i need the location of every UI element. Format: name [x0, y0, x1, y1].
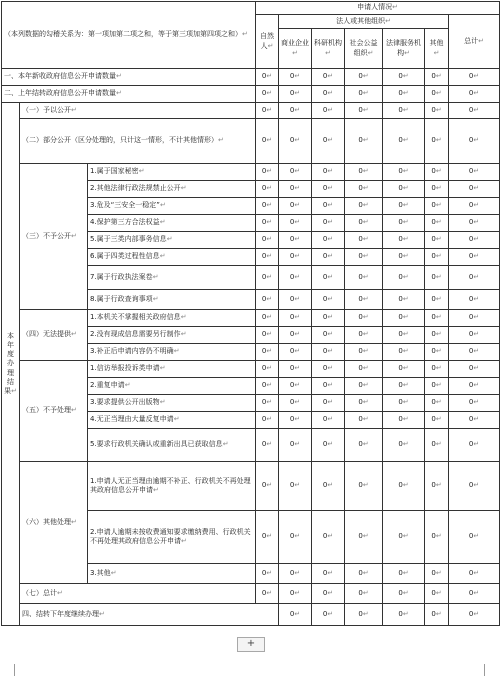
value-cell[interactable]: 0↵ [256, 119, 279, 164]
value-cell[interactable]: 0↵ [449, 266, 500, 290]
row-label-item: 1.信访举报投诉类申请↵ [88, 361, 256, 378]
value-cell[interactable]: 0↵ [279, 266, 312, 290]
value-cell[interactable]: 0↵ [312, 119, 345, 164]
total-header: 总计↵ [449, 15, 500, 69]
value-cell[interactable]: 0↵ [279, 310, 312, 327]
value-cell[interactable]: 0↵ [345, 361, 383, 378]
value-cell[interactable]: 0↵ [425, 310, 449, 327]
row-label-item: 2.其他法律行政法规禁止公开↵ [88, 181, 256, 198]
value-cell[interactable]: 0↵ [279, 395, 312, 412]
legal-group-header: 法人或其他组织↵ [279, 15, 449, 29]
value-cell[interactable]: 0↵ [425, 215, 449, 232]
value-cell[interactable]: 0↵ [345, 429, 383, 462]
value-cell[interactable]: 0↵ [345, 344, 383, 361]
value-cell[interactable]: 0↵ [345, 164, 383, 181]
value-cell[interactable]: 0↵ [256, 266, 279, 290]
row-label-item: 5.要求行政机关确认或重新出具已获取信息↵ [88, 429, 256, 462]
header-note-cell: （本列数据的勾稽关系为：第一项加第二项之和，等于第三项加第四项之和）↵ [2, 2, 256, 69]
value-cell[interactable]: 0↵ [449, 395, 500, 412]
row-group-results: 本年度办理结果↵ [2, 103, 20, 626]
value-cell[interactable]: 0↵ [312, 103, 345, 119]
value-cell[interactable]: 0↵ [383, 361, 425, 378]
value-cell[interactable]: 0↵ [345, 103, 383, 119]
value-cell[interactable]: 0↵ [449, 198, 500, 215]
value-cell[interactable]: 0↵ [345, 266, 383, 290]
value-cell[interactable]: 0↵ [279, 344, 312, 361]
col-header-public-welfare: 社会公益组织↵ [345, 29, 383, 69]
row-label-item: 1.属于国家秘密↵ [88, 164, 256, 181]
value-cell[interactable]: 0↵ [312, 290, 345, 310]
value-cell[interactable]: 0↵ [312, 69, 345, 86]
value-cell[interactable]: 0↵ [383, 395, 425, 412]
value-cell[interactable]: 0↵ [345, 604, 383, 626]
col-header-legal-services: 法律服务机构↵ [383, 29, 425, 69]
row-label-item: 4.无正当理由大量反复申请↵ [88, 412, 256, 429]
applicant-group-header: 申请人情况↵ [256, 2, 500, 15]
value-cell[interactable]: 0↵ [425, 164, 449, 181]
value-cell[interactable]: 0↵ [425, 429, 449, 462]
value-cell[interactable]: 0↵ [279, 290, 312, 310]
row-label-item: 3.补正后申请内容仍不明确↵ [88, 344, 256, 361]
row-label-item: 2.申请人逾期未按收费通知要求缴纳费用、行政机关不再处理其政府信息公开申请↵ [88, 511, 256, 564]
value-cell[interactable]: 0↵ [312, 564, 345, 584]
row-label-disclosed: （一）予以公开↵ [20, 103, 256, 119]
value-cell[interactable]: 0↵ [383, 429, 425, 462]
value-cell[interactable]: 0↵ [425, 232, 449, 249]
value-cell[interactable]: 0↵ [345, 511, 383, 564]
add-row-button[interactable]: + [237, 637, 265, 652]
value-cell[interactable]: 0↵ [312, 395, 345, 412]
value-cell[interactable]: 0↵ [383, 86, 425, 103]
value-cell[interactable]: 0↵ [425, 266, 449, 290]
value-cell[interactable]: 0↵ [256, 232, 279, 249]
value-cell[interactable]: 0↵ [312, 198, 345, 215]
value-cell[interactable]: 0↵ [279, 198, 312, 215]
row-label-item: 5.属于三类内部事务信息↵ [88, 232, 256, 249]
value-cell[interactable]: 0↵ [345, 290, 383, 310]
value-cell[interactable]: 0↵ [383, 290, 425, 310]
value-cell[interactable]: 0↵ [345, 412, 383, 429]
value-cell[interactable]: 0↵ [449, 215, 500, 232]
value-cell[interactable]: 0↵ [383, 198, 425, 215]
value-cell[interactable]: 0↵ [425, 69, 449, 86]
value-cell[interactable]: 0↵ [425, 412, 449, 429]
value-cell[interactable]: 0↵ [383, 412, 425, 429]
value-cell[interactable]: 0↵ [383, 215, 425, 232]
value-cell[interactable]: 0↵ [256, 69, 279, 86]
value-cell[interactable]: 0↵ [449, 584, 500, 604]
row-label-partial: （二）部分公开（区分处理的，只计这一情形，不计其他情形）↵ [20, 119, 256, 164]
value-cell[interactable]: 0↵ [383, 164, 425, 181]
value-cell[interactable]: 0↵ [449, 412, 500, 429]
value-cell[interactable]: 0↵ [312, 361, 345, 378]
value-cell[interactable]: 0↵ [425, 290, 449, 310]
value-cell[interactable]: 0↵ [256, 511, 279, 564]
row-label-carry-forward: 四、结转下年度继续办理↵ [20, 604, 279, 626]
row-label-carried-over: 二、上年结转政府信息公开申请数量↵ [2, 86, 256, 103]
value-cell[interactable]: 0↵ [425, 378, 449, 395]
value-cell[interactable]: 0↵ [425, 86, 449, 103]
value-cell[interactable]: 0↵ [383, 327, 425, 344]
value-cell[interactable]: 0↵ [312, 86, 345, 103]
value-cell[interactable]: 0↵ [345, 249, 383, 266]
value-cell[interactable]: 0↵ [383, 511, 425, 564]
value-cell[interactable]: 0↵ [256, 215, 279, 232]
value-cell[interactable]: 0↵ [449, 327, 500, 344]
value-cell[interactable]: 0↵ [256, 429, 279, 462]
value-cell[interactable]: 0↵ [312, 215, 345, 232]
value-cell[interactable]: 0↵ [312, 429, 345, 462]
value-cell[interactable]: 0↵ [256, 395, 279, 412]
value-cell[interactable]: 0↵ [345, 462, 383, 511]
value-cell[interactable]: 0↵ [312, 164, 345, 181]
value-cell[interactable]: 0↵ [256, 249, 279, 266]
row-label-new-requests: 一、本年新收政府信息公开申请数量↵ [2, 69, 256, 86]
value-cell[interactable]: 0↵ [449, 344, 500, 361]
value-cell[interactable]: 0↵ [383, 344, 425, 361]
header-note: （本列数据的勾稽关系为：第一项加第二项之和，等于第三项加第四项之和） [4, 30, 242, 39]
col-header-other: 其他↵ [425, 29, 449, 69]
value-cell[interactable]: 0↵ [312, 249, 345, 266]
value-cell[interactable]: 0↵ [345, 310, 383, 327]
value-cell[interactable]: 0↵ [449, 181, 500, 198]
value-cell[interactable]: 0↵ [383, 378, 425, 395]
value-cell[interactable]: 0↵ [449, 310, 500, 327]
value-cell[interactable]: 0↵ [345, 181, 383, 198]
value-cell[interactable]: 0↵ [383, 462, 425, 511]
value-cell[interactable]: 0↵ [256, 103, 279, 119]
value-cell[interactable]: 0↵ [279, 103, 312, 119]
value-cell[interactable]: 0↵ [256, 564, 279, 584]
value-cell[interactable]: 0↵ [449, 249, 500, 266]
value-cell[interactable]: 0↵ [312, 181, 345, 198]
value-cell[interactable]: 0↵ [256, 181, 279, 198]
value-cell[interactable]: 0↵ [383, 249, 425, 266]
value-cell[interactable]: 0↵ [425, 327, 449, 344]
value-cell[interactable]: 0↵ [256, 327, 279, 344]
value-cell[interactable]: 0↵ [312, 327, 345, 344]
value-cell[interactable]: 0↵ [279, 378, 312, 395]
col-header-research: 科研机构↵ [312, 29, 345, 69]
value-cell[interactable]: 0↵ [279, 604, 312, 626]
value-cell[interactable]: 0↵ [256, 198, 279, 215]
value-cell[interactable]: 0↵ [425, 181, 449, 198]
value-cell[interactable]: 0↵ [256, 164, 279, 181]
value-cell[interactable]: 0↵ [383, 181, 425, 198]
value-cell[interactable]: 0↵ [312, 232, 345, 249]
value-cell[interactable]: 0↵ [345, 215, 383, 232]
value-cell[interactable]: 0↵ [449, 378, 500, 395]
value-cell[interactable]: 0↵ [383, 232, 425, 249]
value-cell[interactable]: 0↵ [345, 232, 383, 249]
value-cell[interactable]: 0↵ [279, 232, 312, 249]
disclosure-stats-table [1, 1, 500, 626]
value-cell[interactable]: 0↵ [425, 511, 449, 564]
crop-mark-right [484, 664, 495, 676]
value-cell[interactable]: 0↵ [345, 378, 383, 395]
value-cell[interactable]: 0↵ [312, 266, 345, 290]
row-label-item: 6.属于四类过程性信息↵ [88, 249, 256, 266]
value-cell[interactable]: 0↵ [312, 584, 345, 604]
row-group-not-processed: （五）不予处理↵ [20, 361, 88, 462]
value-cell[interactable]: 0↵ [449, 103, 500, 119]
value-cell[interactable]: 0↵ [256, 462, 279, 511]
row-label-item: 1.申请人无正当理由逾期不补正、行政机关不再处理其政府信息公开申请↵ [88, 462, 256, 511]
value-cell[interactable]: 0↵ [256, 412, 279, 429]
value-cell[interactable]: 0↵ [279, 511, 312, 564]
value-cell[interactable]: 0↵ [425, 361, 449, 378]
value-cell[interactable]: 0↵ [312, 310, 345, 327]
value-cell[interactable]: 0↵ [279, 412, 312, 429]
value-cell[interactable]: 0↵ [256, 290, 279, 310]
row-group-other-handling: （六）其他处理↵ [20, 462, 88, 584]
value-cell[interactable]: 0↵ [449, 604, 500, 626]
value-cell[interactable]: 0↵ [449, 232, 500, 249]
value-cell[interactable]: 0↵ [383, 266, 425, 290]
row-label-item: 3.其他↵ [88, 564, 256, 584]
value-cell[interactable]: 0↵ [449, 564, 500, 584]
value-cell[interactable]: 0↵ [312, 378, 345, 395]
value-cell[interactable]: 0↵ [279, 584, 312, 604]
row-label-item: 2.重复申请↵ [88, 378, 256, 395]
value-cell[interactable]: 0↵ [279, 119, 312, 164]
value-cell[interactable]: 0↵ [279, 462, 312, 511]
value-cell[interactable]: 0↵ [449, 429, 500, 462]
row-group-not-disclosed: （三）不予公开↵ [20, 164, 88, 310]
value-cell[interactable]: 0↵ [279, 69, 312, 86]
natural-person-header: 自然人↵ [256, 15, 279, 69]
row-label-total: （七）总计↵ [20, 584, 256, 604]
value-cell[interactable]: 0↵ [449, 462, 500, 511]
row-group-unable: （四）无法提供↵ [20, 310, 88, 361]
value-cell[interactable]: 0↵ [383, 604, 425, 626]
row-label-item: 3.危及“三安全一稳定”↵ [88, 198, 256, 215]
value-cell[interactable]: 0↵ [279, 429, 312, 462]
value-cell[interactable]: 0↵ [449, 164, 500, 181]
value-cell[interactable]: 0↵ [425, 604, 449, 626]
value-cell[interactable]: 0↵ [383, 584, 425, 604]
value-cell[interactable]: 0↵ [345, 327, 383, 344]
value-cell[interactable]: 0↵ [279, 249, 312, 266]
value-cell[interactable]: 0↵ [256, 310, 279, 327]
value-cell[interactable]: 0↵ [312, 604, 345, 626]
value-cell[interactable]: 0↵ [279, 327, 312, 344]
col-header-business: 商业企业↵ [279, 29, 312, 69]
value-cell[interactable]: 0↵ [256, 361, 279, 378]
value-cell[interactable]: 0↵ [425, 198, 449, 215]
value-cell[interactable]: 0↵ [256, 378, 279, 395]
value-cell[interactable]: 0↵ [425, 249, 449, 266]
value-cell[interactable]: 0↵ [383, 310, 425, 327]
value-cell[interactable]: 0↵ [345, 86, 383, 103]
value-cell[interactable]: 0↵ [345, 198, 383, 215]
value-cell[interactable]: 0↵ [312, 344, 345, 361]
value-cell[interactable]: 0↵ [256, 584, 279, 604]
value-cell[interactable]: 0↵ [425, 119, 449, 164]
value-cell[interactable]: 0↵ [312, 511, 345, 564]
value-cell[interactable]: 0↵ [425, 344, 449, 361]
row-label-item: 3.要求提供公开出版物↵ [88, 395, 256, 412]
value-cell[interactable]: 0↵ [425, 395, 449, 412]
value-cell[interactable]: 0↵ [425, 103, 449, 119]
value-cell[interactable]: 0↵ [449, 69, 500, 86]
value-cell[interactable]: 0↵ [425, 564, 449, 584]
row-label-item: 8.属于行政查询事项↵ [88, 290, 256, 310]
value-cell[interactable]: 0↵ [345, 395, 383, 412]
value-cell[interactable]: 0↵ [449, 119, 500, 164]
value-cell[interactable]: 0↵ [449, 361, 500, 378]
value-cell[interactable]: 0↵ [383, 119, 425, 164]
value-cell[interactable]: 0↵ [449, 86, 500, 103]
value-cell[interactable]: 0↵ [383, 564, 425, 584]
value-cell[interactable]: 0↵ [279, 164, 312, 181]
value-cell[interactable]: 0↵ [383, 103, 425, 119]
value-cell[interactable]: 0↵ [345, 564, 383, 584]
row-label-item: 2.没有现成信息需要另行制作↵ [88, 327, 256, 344]
value-cell[interactable]: 0↵ [256, 86, 279, 103]
value-cell[interactable]: 0↵ [449, 290, 500, 310]
value-cell[interactable]: 0↵ [312, 412, 345, 429]
value-cell[interactable]: 0↵ [425, 462, 449, 511]
row-label-item: 4.保护第三方合法权益↵ [88, 215, 256, 232]
value-cell[interactable]: 0↵ [312, 462, 345, 511]
value-cell[interactable]: 0↵ [279, 361, 312, 378]
value-cell[interactable]: 0↵ [425, 584, 449, 604]
value-cell[interactable]: 0↵ [345, 584, 383, 604]
value-cell[interactable]: 0↵ [279, 564, 312, 584]
value-cell[interactable]: 0↵ [279, 181, 312, 198]
value-cell[interactable]: 0↵ [279, 215, 312, 232]
value-cell[interactable]: 0↵ [449, 511, 500, 564]
row-label-item: 7.属于行政执法案卷↵ [88, 266, 256, 290]
value-cell[interactable]: 0↵ [383, 69, 425, 86]
value-cell[interactable]: 0↵ [256, 344, 279, 361]
value-cell[interactable]: 0↵ [279, 86, 312, 103]
value-cell[interactable]: 0↵ [345, 119, 383, 164]
row-label-item: 1.本机关不掌握相关政府信息↵ [88, 310, 256, 327]
crop-mark-left [4, 664, 15, 676]
value-cell[interactable]: 0↵ [345, 69, 383, 86]
